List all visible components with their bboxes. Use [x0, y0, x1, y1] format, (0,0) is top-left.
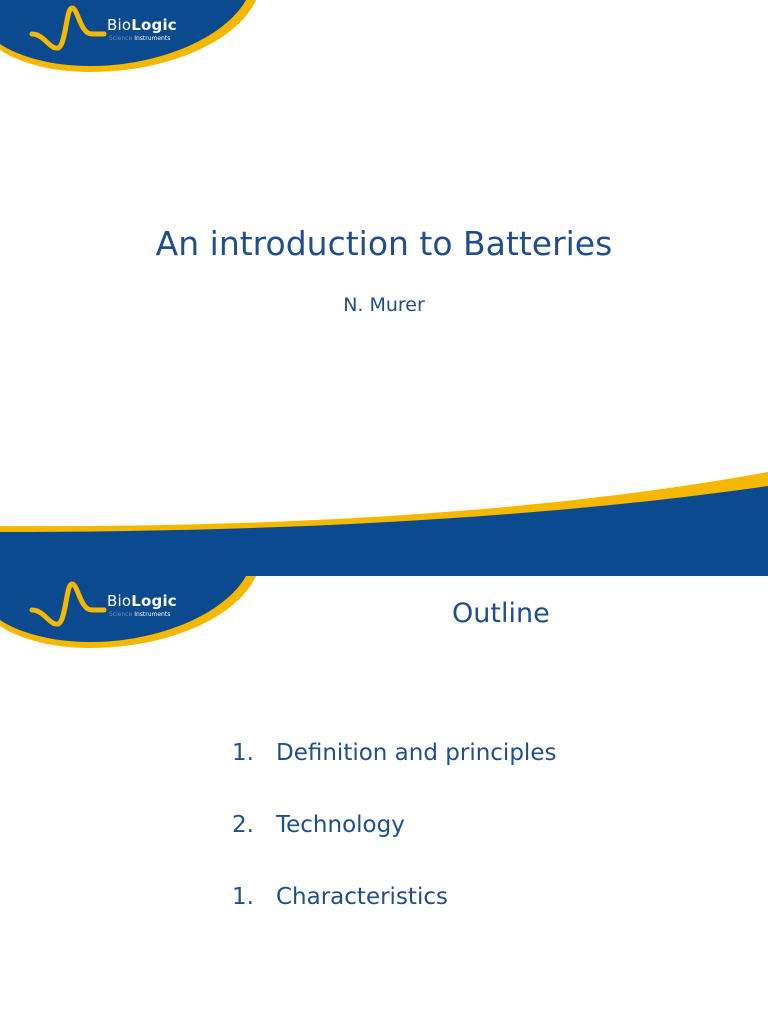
outline-list: [232, 740, 556, 956]
brand-tagline: Science Instruments: [109, 611, 171, 618]
outline-item-number: 2.: [232, 812, 254, 838]
outline-item: [232, 740, 556, 812]
outline-item: [232, 812, 556, 884]
brand-name: BioLogic: [107, 592, 177, 610]
slide-title: An introduction to Batteries: [155, 224, 613, 263]
outline-heading: Outline: [452, 598, 550, 629]
outline-slide: [0, 576, 768, 1024]
outline-item-label: Technology: [276, 812, 405, 838]
footer-wave-band: [0, 460, 768, 576]
outline-item-label: Characteristics: [276, 884, 448, 910]
outline-item-label: Definition and principles: [276, 740, 557, 766]
outline-item-number: 1.: [232, 740, 254, 766]
outline-item-number: 1.: [232, 884, 254, 910]
outline-item: [232, 884, 556, 956]
brand-tagline: Science Instruments: [109, 35, 171, 42]
slide-author: N. Murer: [343, 294, 425, 316]
brand-name: BioLogic: [107, 16, 177, 34]
